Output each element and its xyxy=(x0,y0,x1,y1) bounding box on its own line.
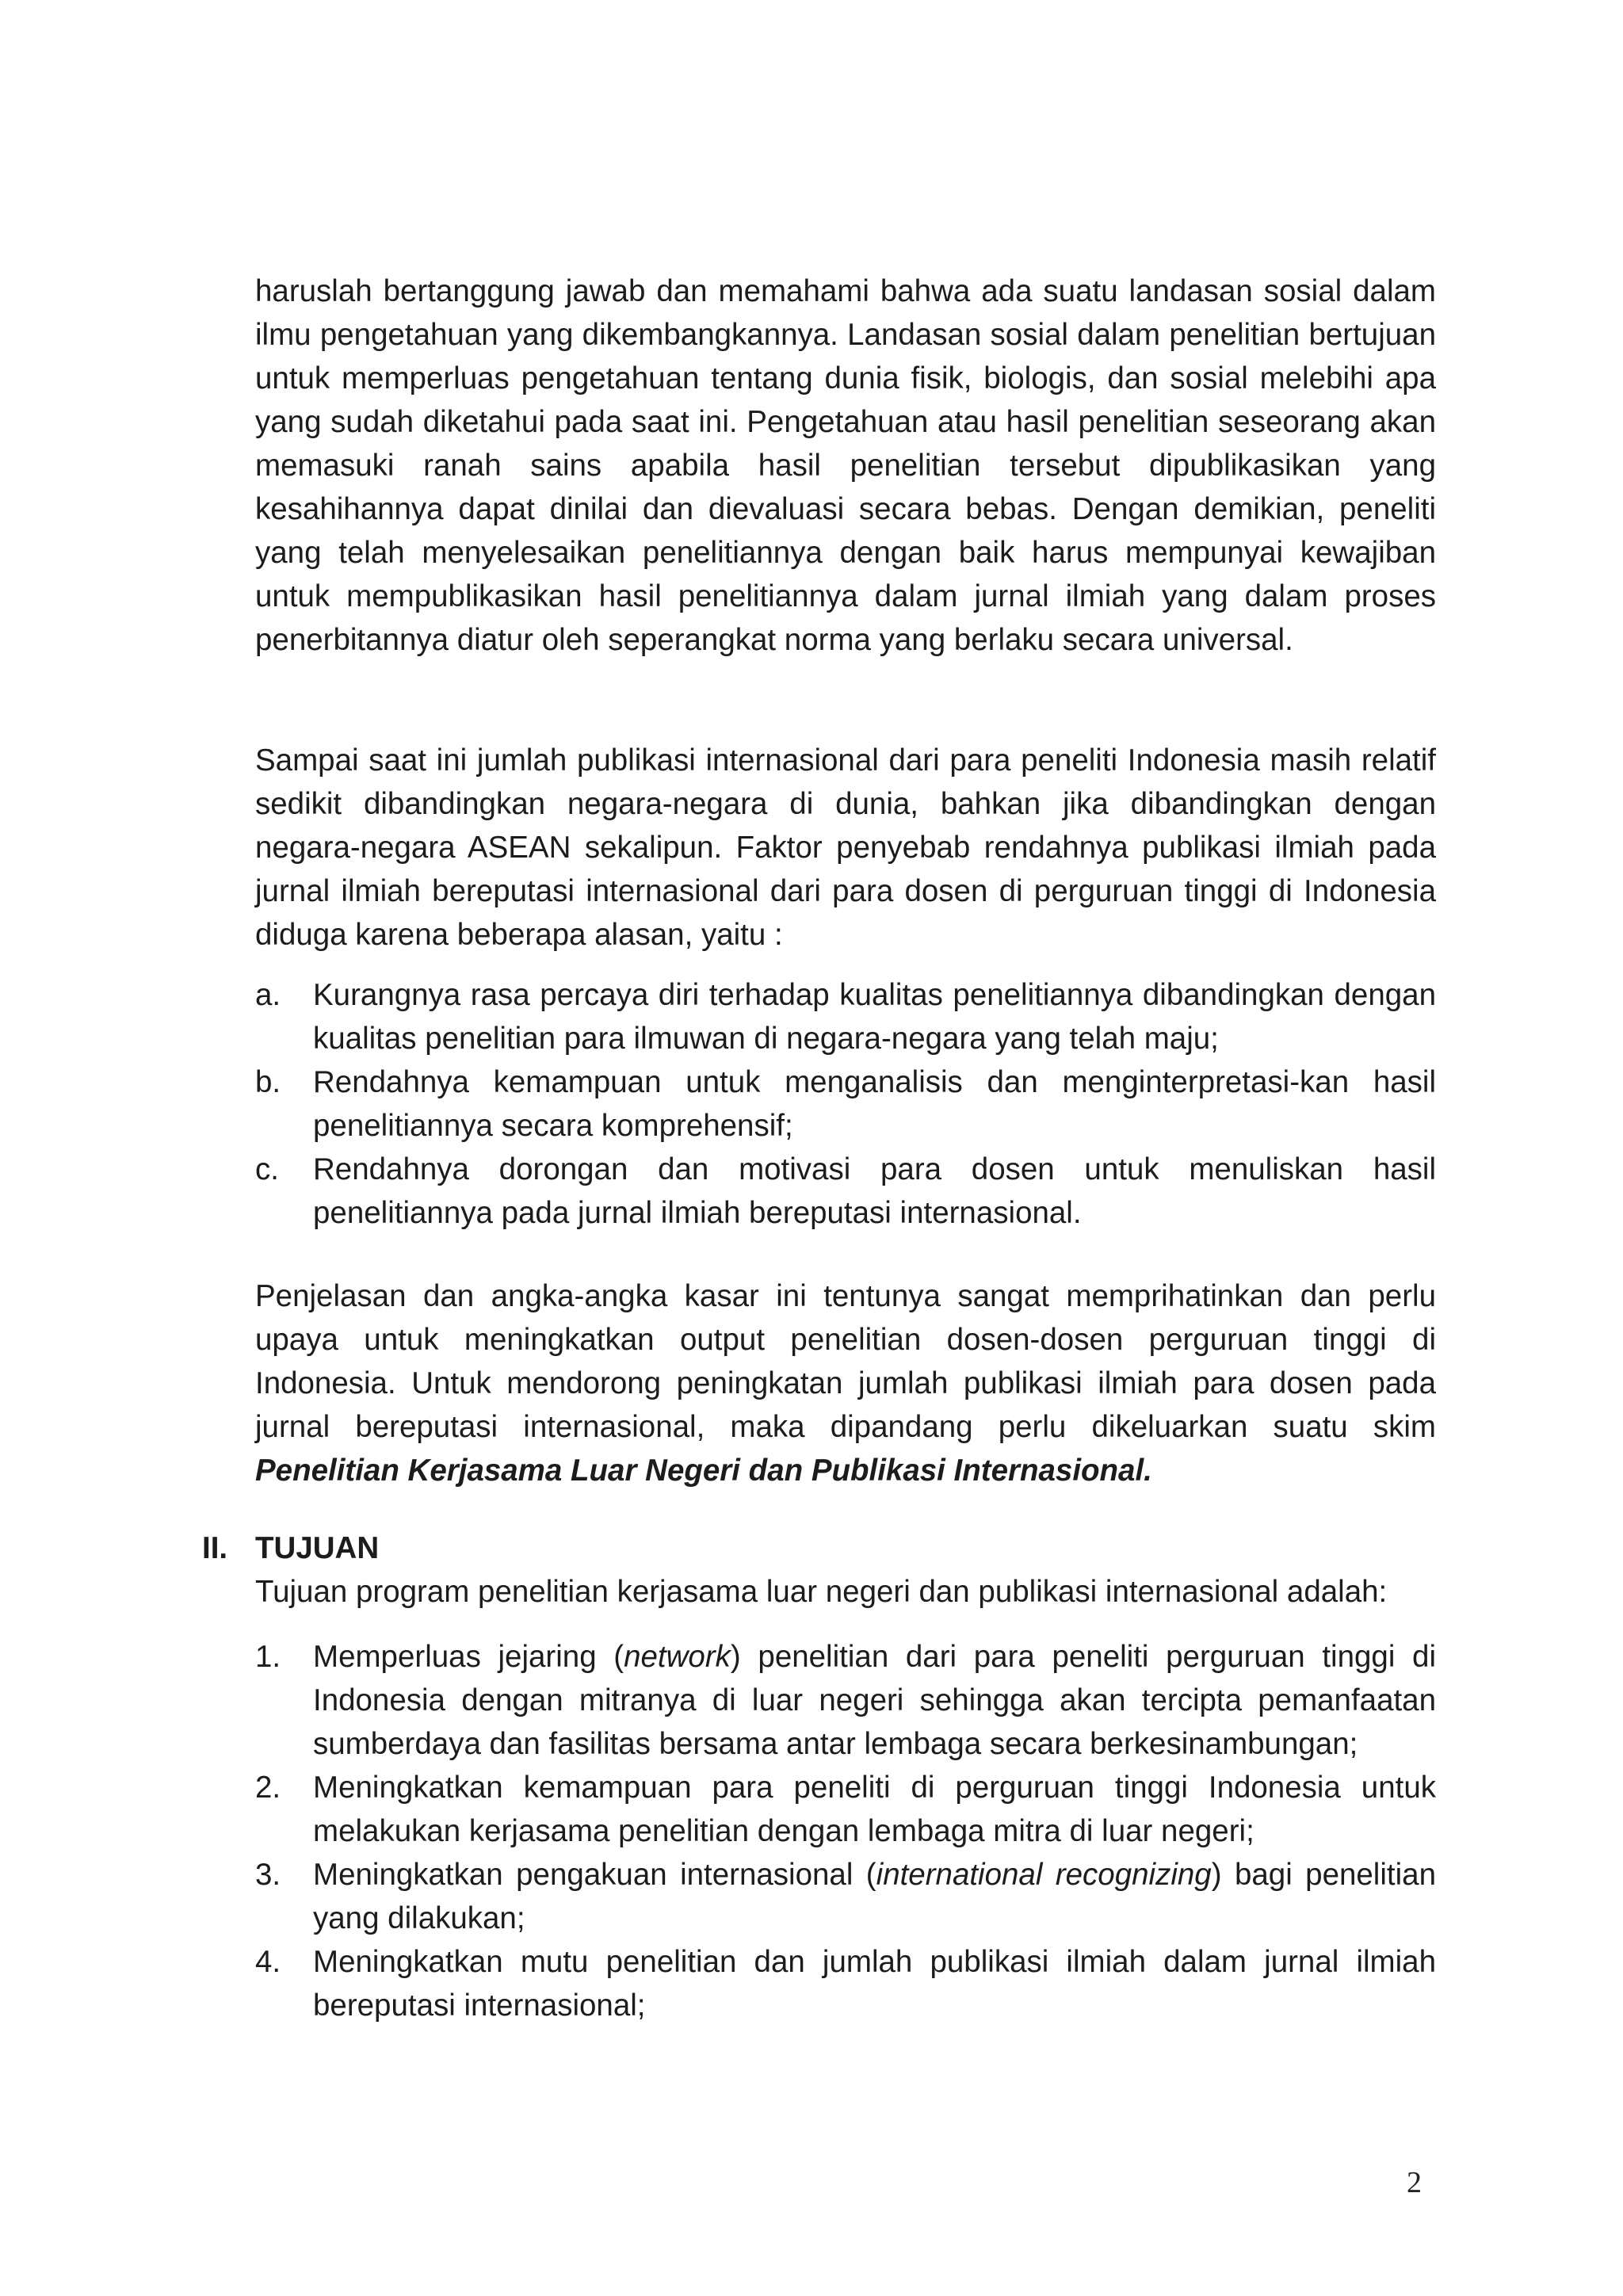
list-item xyxy=(255,1060,1436,1148)
list-marker: b. xyxy=(255,1065,281,1099)
scheme-name-emphasis: Penelitian Kerjasama Luar Negeri dan Publikasi Internasional. xyxy=(255,1454,1152,1488)
list-marker: 4. xyxy=(255,1945,281,1979)
page-number: 2 xyxy=(1407,2166,1422,2199)
list-marker: 2. xyxy=(255,1771,281,1805)
paragraph-publication-status xyxy=(255,739,1436,957)
list-item-italic-term: network xyxy=(624,1640,731,1674)
list-item xyxy=(255,973,1436,1060)
section-heading-tujuan xyxy=(202,1526,379,1570)
list-marker: c. xyxy=(255,1152,279,1186)
list-item xyxy=(255,1940,1436,2027)
paragraph-text: haruslah bertanggung jawab dan memahami bahwa ada suatu landasan sosial dalam ilmu pengetahuan yang dikembangkannya. Landasan sosial dalam penelitian bertujuan untuk memperluas pengetahuan tentang dunia fisik, biologis, dan sosial melebihi apa yang sudah diketahui pada saat ini. Pengetahuan atau hasil penelitian seseorang akan memasuki ranah sains apabila hasil penelitian tersebut dipublikasikan yang kesahihannya dapat dinilai dan dievaluasi secara bebas. Dengan demikian, peneliti yang telah menyelesaikan penelitiannya dengan baik harus mempunyai kewajiban untuk mempublikasikan hasil penelitiannya dalam jurnal ilmiah yang dalam proses penerbitannya diatur oleh seperangkat norma yang berlaku secara universal. xyxy=(255,274,1436,657)
list-item-text: Meningkatkan pengakuan internasional ( xyxy=(313,1858,876,1892)
list-item-text: Meningkatkan kemampuan para peneliti di perguruan tinggi Indonesia untuk melakukan kerjasama penelitian dengan lembaga mitra di luar negeri; xyxy=(313,1771,1436,1848)
list-item-italic-term: international recognizing xyxy=(876,1858,1212,1892)
list-marker: 1. xyxy=(255,1640,281,1674)
paragraph-lead: Penjelasan dan angka-angka kasar ini tentunya sangat memprihatinkan dan perlu upaya untuk meningkatkan output penelitian dosen-dosen perguruan tinggi di Indonesia. Untuk mendorong peningkatan jumlah publikasi ilmiah para dosen pada jurnal bereputasi internasional, maka dipandang perlu dikeluarkan suatu skim xyxy=(255,1279,1436,1444)
list-item-text: ) penelitian dari para peneliti perguruan tinggi di Indonesia dengan mitranya di luar negeri sehingga akan tercipta pemanfaatan sumberdaya dan fasilitas bersama antar lembaga secara berkesinambungan; xyxy=(313,1640,1437,1761)
list-marker: 3. xyxy=(255,1858,281,1892)
paragraph-social-foundation xyxy=(255,269,1436,662)
list-item-text: ) bagi penelitian yang dilakukan; xyxy=(313,1858,1436,1935)
section-intro: Tujuan program penelitian kerjasama luar negeri dan publikasi internasional adalah: xyxy=(255,1575,1388,1609)
list-marker: a. xyxy=(255,978,281,1012)
list-item xyxy=(255,1853,1436,1940)
objectives-list xyxy=(255,1635,1436,2027)
section-number: II. xyxy=(202,1531,228,1565)
list-item xyxy=(255,1766,1436,1853)
paragraph-scheme-rationale xyxy=(255,1274,1436,1492)
list-item-text: Memperluas jejaring ( xyxy=(313,1640,624,1674)
list-item-text: Rendahnya kemampuan untuk menganalisis dan menginterpretasi-kan hasil penelitiannya secara komprehensif; xyxy=(313,1065,1436,1143)
list-item-text: Kurangnya rasa percaya diri terhadap kualitas penelitiannya dibandingkan dengan kualitas penelitian para ilmuwan di negara-negara yang telah maju; xyxy=(313,978,1436,1056)
paragraph-text: Sampai saat ini jumlah publikasi internasional dari para peneliti Indonesia masih relatif sedikit dibandingkan negara-negara di dunia, bahkan jika dibandingkan dengan negara-negara ASEAN sekalipun. Faktor penyebab rendahnya publikasi ilmiah pada jurnal ilmiah bereputasi internasional dari para dosen di perguruan tinggi di Indonesia diduga karena beberapa alasan, yaitu : xyxy=(255,743,1436,952)
section-title: TUJUAN xyxy=(255,1531,380,1565)
list-item-text: Meningkatkan mutu penelitian dan jumlah publikasi ilmiah dalam jurnal ilmiah bereputasi internasional; xyxy=(313,1945,1436,2023)
list-item xyxy=(255,1635,1436,1766)
paragraph-text xyxy=(255,1274,1436,1492)
list-item-text: Rendahnya dorongan dan motivasi para dosen untuk menuliskan hasil penelitiannya pada jurnal ilmiah bereputasi internasional. xyxy=(313,1152,1436,1230)
reasons-list xyxy=(255,973,1436,1235)
list-item xyxy=(255,1148,1436,1235)
